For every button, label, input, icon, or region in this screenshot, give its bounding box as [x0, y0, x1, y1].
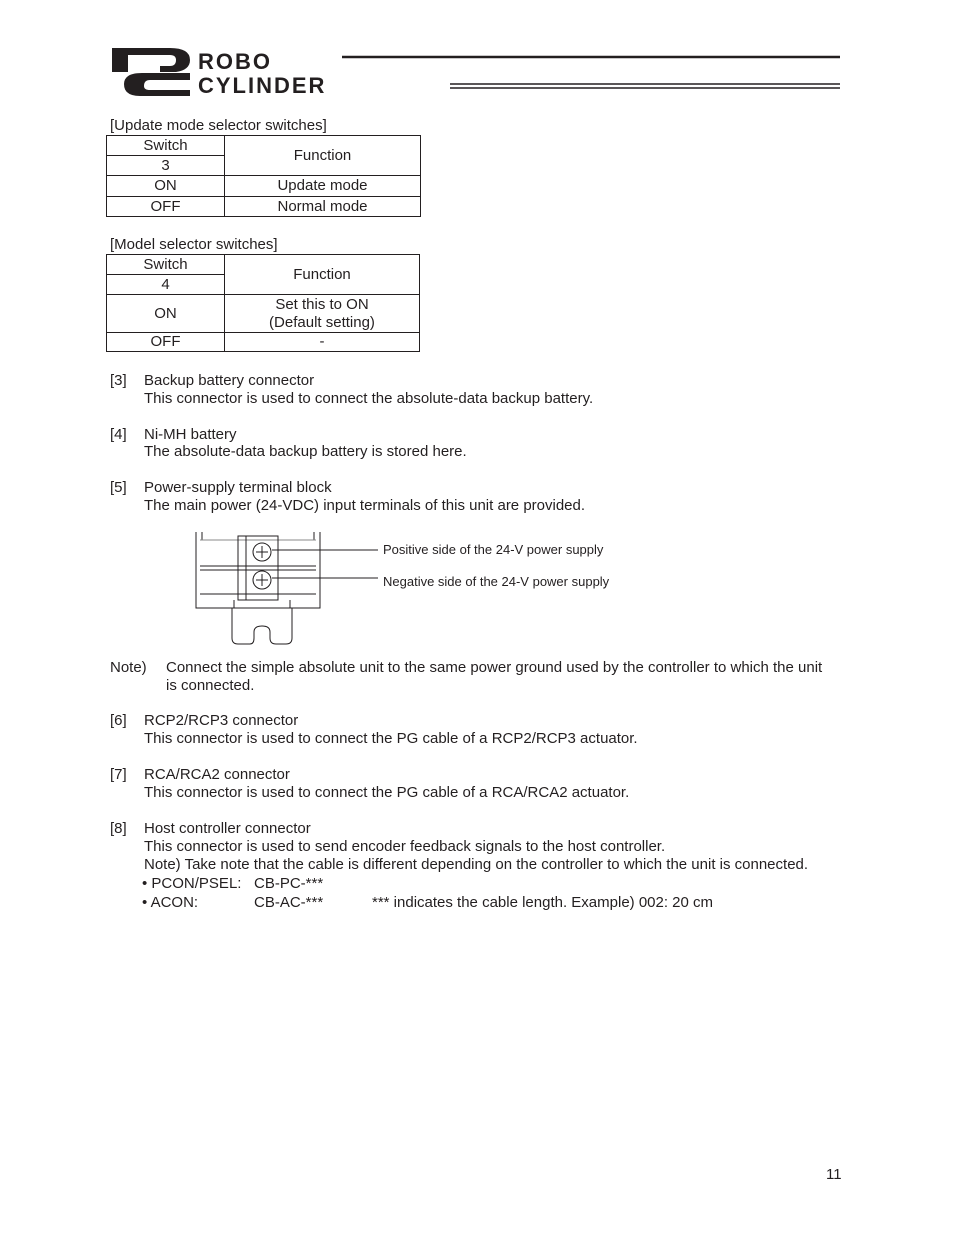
state-cell: OFF: [107, 197, 225, 217]
positive-terminal-label: Positive side of the 24-V power supply: [383, 542, 604, 557]
item-number: [7]: [110, 766, 127, 783]
item-title: Power-supply terminal block: [144, 479, 332, 496]
model-selector-table: [106, 254, 420, 352]
note-label: Note): [110, 659, 147, 676]
item-title: Backup battery connector: [144, 372, 315, 389]
cable-bullet-acon-value: CB-AC-***: [254, 894, 324, 911]
item-description: The main power (24-VDC) input terminals of this unit are provided.: [144, 497, 586, 514]
function-header: Function: [225, 136, 421, 176]
state-cell: OFF: [107, 333, 225, 352]
function-cell: Normal mode: [225, 197, 421, 217]
function-cell: -: [225, 333, 420, 352]
item-number: [3]: [110, 372, 127, 389]
update-mode-table: [106, 135, 421, 217]
switch-number: 4: [107, 275, 225, 295]
state-cell: ON: [107, 176, 225, 197]
note-text-line1: Connect the simple absolute unit to the same power ground used by the controller to which the unit: [166, 659, 823, 676]
item-number: [4]: [110, 426, 127, 443]
item-number: [8]: [110, 820, 127, 837]
page-number: 11: [826, 1166, 842, 1183]
function-line: (Default setting): [269, 313, 375, 331]
function-cell: Update mode: [225, 176, 421, 197]
switch-header: Switch: [107, 136, 225, 156]
item-title: RCA/RCA2 connector: [144, 766, 290, 783]
negative-terminal-label: Negative side of the 24-V power supply: [383, 574, 610, 589]
cable-bullet-pcon-label: • PCON/PSEL:: [142, 875, 242, 892]
model-table-caption: [Model selector switches]: [110, 236, 278, 253]
switch-number: 3: [107, 156, 225, 176]
cable-note: Note) Take note that the cable is different depending on the controller to which the unit is connected.: [144, 856, 809, 873]
item-description: This connector is used to connect the absolute-data backup battery.: [144, 390, 594, 407]
cable-length-note: *** indicates the cable length. Example) 002: 20 cm: [372, 894, 714, 911]
state-cell: ON: [107, 295, 225, 333]
function-line: Set this to ON: [275, 295, 369, 313]
note-text-line2: is connected.: [166, 677, 255, 694]
cable-bullet-pcon-value: CB-PC-***: [254, 875, 324, 892]
switch-header: Switch: [107, 255, 225, 275]
item-title: Ni-MH battery: [144, 426, 237, 443]
function-header: Function: [225, 255, 420, 295]
cable-bullet-acon-label: • ACON:: [142, 894, 199, 911]
item-number: [6]: [110, 712, 127, 729]
logo-cylinder-text: CYLINDER: [198, 73, 327, 98]
item-description: The absolute-data backup battery is stored here.: [144, 443, 467, 460]
robo-cylinder-logo: [110, 44, 842, 100]
function-cell: [225, 295, 420, 333]
item-number: [5]: [110, 479, 127, 496]
logo-robo-text: ROBO: [198, 49, 272, 74]
item-title: RCP2/RCP3 connector: [144, 712, 299, 729]
terminal-block-diagram: [190, 528, 650, 648]
item-description: This connector is used to connect the PG cable of a RCA/RCA2 actuator.: [144, 784, 630, 801]
update-table-caption: [Update mode selector switches]: [110, 117, 327, 134]
item-title: Host controller connector: [144, 820, 311, 837]
item-description: This connector is used to connect the PG cable of a RCP2/RCP3 actuator.: [144, 730, 638, 747]
item-description: This connector is used to send encoder feedback signals to the host controller.: [144, 838, 666, 855]
